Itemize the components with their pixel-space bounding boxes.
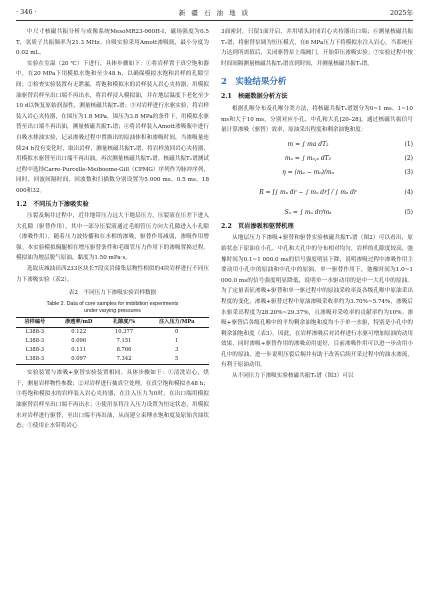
column-header: 注入压力/MPa [158, 319, 195, 326]
paragraph: 中尺寸核磁共振分析与成像系统MesoMR23-060H-I，磁场强度为0.5 T，氢质子共振频率为21.3 MHz。自吸实验采用Amott渗吸瓶，最小分度为0.02 mL。 [16, 29, 209, 57]
equation-number: (2) [404, 154, 413, 162]
subsection-heading: 2.1 核磁数据分析方法 [221, 93, 288, 101]
equation [221, 154, 413, 164]
table-row: L388-3 0.111 8.766 3 [25, 347, 179, 354]
journal-year: 2025年 [389, 9, 413, 17]
equation [221, 208, 413, 218]
equation-body: mₒ = ∫ mₒ,ₐ dT₂ [284, 154, 332, 162]
paragraph: 压裂及焖井过程中，近井地带压力远大于地层压力，压裂液在压差下进入大孔隙（驱替作用），其中一部分压裂液通过毛细管压力向大孔隙进入小孔隙（渗吸作用）。随着压力波传播和在水相的渗吸，驱替作用减弱，渗吸作用增强。本实验模拟焖腿相在增压驱替条件和毛细管压力作用下的渗吸置换过程。模拟油为地层脱气原油，黏度为1.50 mPa·s。 [16, 213, 209, 262]
paragraph: 根据孔喉分布及孔喉分类方法，将核磁共振T₂谱划分为0~1 ms、1~10 ms和大于10 ms，分别对应小孔、中孔和大孔[20–28]。通过核磁共振信号量计算渗吸（驱替）效率，原油采出程度和剩余油饱和度： [221, 105, 413, 134]
equation [221, 140, 413, 150]
column-header: 渗透率/mD [64, 319, 93, 326]
equation-body: Sₒ = ∫ mₒ dr/mₐ [284, 208, 332, 216]
paragraph: 选取庆城油田西233区块长7段页岩储集层物性相似的4块岩样进行不同压力下渗吸实验（表2）。 [16, 266, 209, 283]
table-row: L388-3 0.096 7.151 1 [25, 338, 179, 345]
paragraph: 从不同压力下渗吸实验核磁共振T₂谱（图3）可以 [232, 373, 354, 380]
right-column [221, 27, 413, 382]
table-row: L388-3 0.122 10.377 0 [25, 329, 179, 336]
equation-body: m = ∫ ma dT₂ [287, 140, 329, 148]
paragraph: 实验装置与渗吸+驱替实验装置相同。具体步骤如下：①清洗岩心，烘干，测量岩样物性参数；②对岩样进行抽真空处理，在真空饱和模拟水48 h；③将饱和模拟水的岩样装入岩心夹持器，在注入压力为0时，在出口端用模拟油驱替岩样至出口端不再出水；④使用泵将注入压力设置为恒定状态，用模拟水对岩样进行驱替，至出口端不再出油，从而建立束缚水饱和度及原始含油状态；⑤使用止水带将岩心 [16, 370, 209, 430]
equation-number: (1) [404, 140, 413, 148]
header-rule [16, 20, 413, 21]
paragraph: 从地层压力下渗吸+驱替和驱替实验核磁共振T₂谱（图2）可以看出，原始状态下原油在小孔、中孔和大孔中的分布相对均匀，岩样的孔隙度较高，弛豫时间为0.1~1 000.0 ms的信号强度明显下降，说明渗吸过程中渗吸作用主要动用小孔中的原油和中孔中的原油。单一驱替作用下，弛豫时间为1.0~1 000.0 ms的信号强度明显降低，说明单一水驱动用的是中一大孔中的原油。为了定量表征渗吸+驱替和单一驱过程中的原油采收率及各级孔喉中原油采出程度的变化，渗吸+驱替过程中原油渗吸采收率约为3.70%~5.74%，渗吸后水驱采出程度为28.20%~29.37%，且渗吸对采收率的贡献率约为10%。渗吸+驱替后各级孔喉中的平均剩余油饱和度均小于单一水驱，特别是小孔中的剩余油饱和度（表3）。因此，在岩样渗吸后对岩样进行水驱可增加原油的动用效果，同时渗吸+驱替作用的渗吸动用更好，目前渗吸作用可以进一步动用小孔中的原油，进一步说明压裂后焖井有助于改善后续开采过程中的油水渗流，有利于原油动用。 [221, 235, 413, 369]
table-caption-zh: 表2 不同压力下渗吸实验岩样数据 [68, 290, 157, 297]
table-caption-en: Table 2. Data of core samples for imbibition experiments under varying pressures [46, 301, 179, 315]
equation-number: (4) [404, 188, 413, 196]
equation-number: (5) [404, 208, 413, 216]
equation [221, 182, 413, 204]
column-header: 岩样编号 [24, 319, 46, 326]
paragraph: 3面密封，只留1面开启，并用堵头封闭岩心夹持器出口端；⑥测量核磁共振T₂谱，将驱替泵调为恒压模式，在6 MPa压力下将模拟水注入岩心，当系统压力达到所需值后，关闭驱替泵上端阀门，开始带压渗吸实验；⑦实验过程中按时间间隔测量核磁共振T₂谱直到时间，并测量核磁共振T₂谱。 [221, 29, 413, 67]
equation-number: (3) [404, 168, 413, 176]
equation-body: η = (mₐ − mₒ)/mₐ [282, 168, 334, 176]
subsection-heading: 1.2 不同压力下渗吸实验 [16, 200, 89, 208]
column-header: 孔隙度/% [112, 319, 136, 326]
equation-body: R = [∫ mₐ dr − ∫ mₒ dr] / ∫ mₐ dr [259, 188, 357, 196]
subsection-heading: 2.2 页岩渗吸和驱替机理 [221, 222, 294, 230]
journal-title: 新 疆 石 油 地 质 [178, 9, 251, 17]
sample-table [16, 317, 209, 365]
equation [221, 168, 413, 178]
paragraph: 实验在室温（20 ℃）下进行，具体步骤如下：①将岩样置于真空饱和器中，在20 MPa下用模拟水饱和至少48 h，以确保模拟水饱和岩样的孔隙空间；②检查实验装置有无泄漏，将饱和模拟水的岩样装入岩心夹持器，用模拟油驱替岩样至出口端不再出水，将岩样浸入模拟油，并在地层温度下老化至少10 d以恢复原始润湿性，测量核磁共振T₂谱；③对岩样进行水驱实验，将岩样装入岩心夹持器，在围压为1.8 MPa，围压为3.8 MPa的条件下，用模拟水驱替至出口端不再出油，测量核磁共振T₂谱；④将岩样装入Amott渗吸瓶中进行自吸水排油实验，记录渗吸过程中置换出的原油体积和渗吸时间，当渗吸量连续24 h没有变化时，取出岩样，测量核磁共振T₂谱，将岩样放回岩心夹持器，用模拟水驱替至出口端不再出油，再次测量核磁共振T₂谱。核磁共振T₂谱测试过程中选择Carre-Purcelle-Meiboome-Gill（CPMG）序列作为脉冲序列，同时，回波间隔时间、回波数和扫描数分别设置为5 000 ms、0.5 ms、18 000和32。 [16, 60, 209, 194]
table-row: L388-3 0.097 7.342 5 [16, 355, 209, 365]
section-heading: 2 实验结果分析 [221, 77, 287, 88]
page-number: · 346 · [16, 8, 37, 16]
running-header [16, 8, 413, 20]
left-column [16, 27, 209, 432]
table-header-row [16, 318, 209, 328]
